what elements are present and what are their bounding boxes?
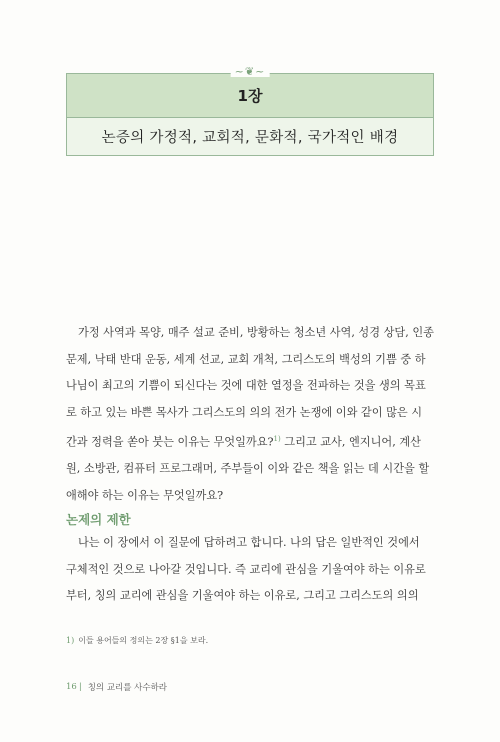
- footnote-reference[interactable]: 1): [273, 435, 281, 443]
- chapter-header-box: [66, 65, 434, 156]
- paragraph-line: 나는 이 장에서 이 질문에 답하려고 합니다. 나의 답은 일반적인 것에서: [78, 536, 420, 549]
- paragraph-line: 로 하고 있는 바쁜 목사가 그리스도의 의의 전가 논쟁에 이와 같이 많은 시: [66, 405, 423, 419]
- body-paragraph: [66, 320, 434, 509]
- section-paragraph: [66, 530, 434, 610]
- paragraph-line: 원, 소방관, 컴퓨터 프로그래머, 주부들이 이와 같은 책을 읽는 데 시간을 할: [66, 462, 430, 476]
- leaf-ornament-icon: ~❦~: [231, 66, 270, 77]
- paragraph-line: 가정 사역과 목양, 매주 설교 준비, 방황하는 청소년 사역, 성경 상담, 인종: [78, 326, 434, 339]
- page-footer: [66, 681, 167, 693]
- running-book-title: 칭의 교리를 사수하라: [87, 683, 168, 693]
- chapter-number-band: [67, 65, 433, 117]
- paragraph-line: 문제, 낙태 반대 운동, 세계 선교, 교회 개척, 그리스도의 백성의 기쁨 중 하: [66, 352, 426, 366]
- paragraph-line-text: 간과 정력을 쏟아 붓는 이유는 무엇일까요?: [66, 435, 274, 449]
- paragraph-line: 구체적인 것으로 나아갈 것입니다. 즉 교리에 관심을 기울여야 하는 이유로: [66, 562, 426, 576]
- paragraph-line: 부터, 칭의 교리에 관심을 기울여야 하는 이유로, 그리고 그리스도의 의의: [66, 589, 419, 602]
- page-number: 16: [66, 682, 77, 692]
- paragraph-line: 나님이 최고의 기쁨이 되신다는 것에 대한 열정을 전파하는 것을 생의 목표: [66, 379, 426, 392]
- paragraph-line: 애해야 하는 이유는 무엇일까요?: [66, 488, 224, 502]
- paragraph-line-with-footnote: [66, 426, 434, 456]
- footnote-text: 이들 용어들의 정의는 2장 §1을 보라.: [78, 636, 209, 645]
- chapter-number: 1장: [237, 87, 263, 105]
- chapter-title: 논증의 가정적, 교회적, 문화적, 국가적인 배경: [101, 130, 399, 146]
- footer-divider: |: [78, 682, 82, 692]
- paragraph-line-continuation: 그리고 교사, 엔지니어, 계산: [280, 435, 421, 449]
- section-heading: 논제의 제한: [66, 512, 131, 527]
- footnote-mark: 1): [66, 636, 75, 645]
- footnote: [66, 635, 208, 646]
